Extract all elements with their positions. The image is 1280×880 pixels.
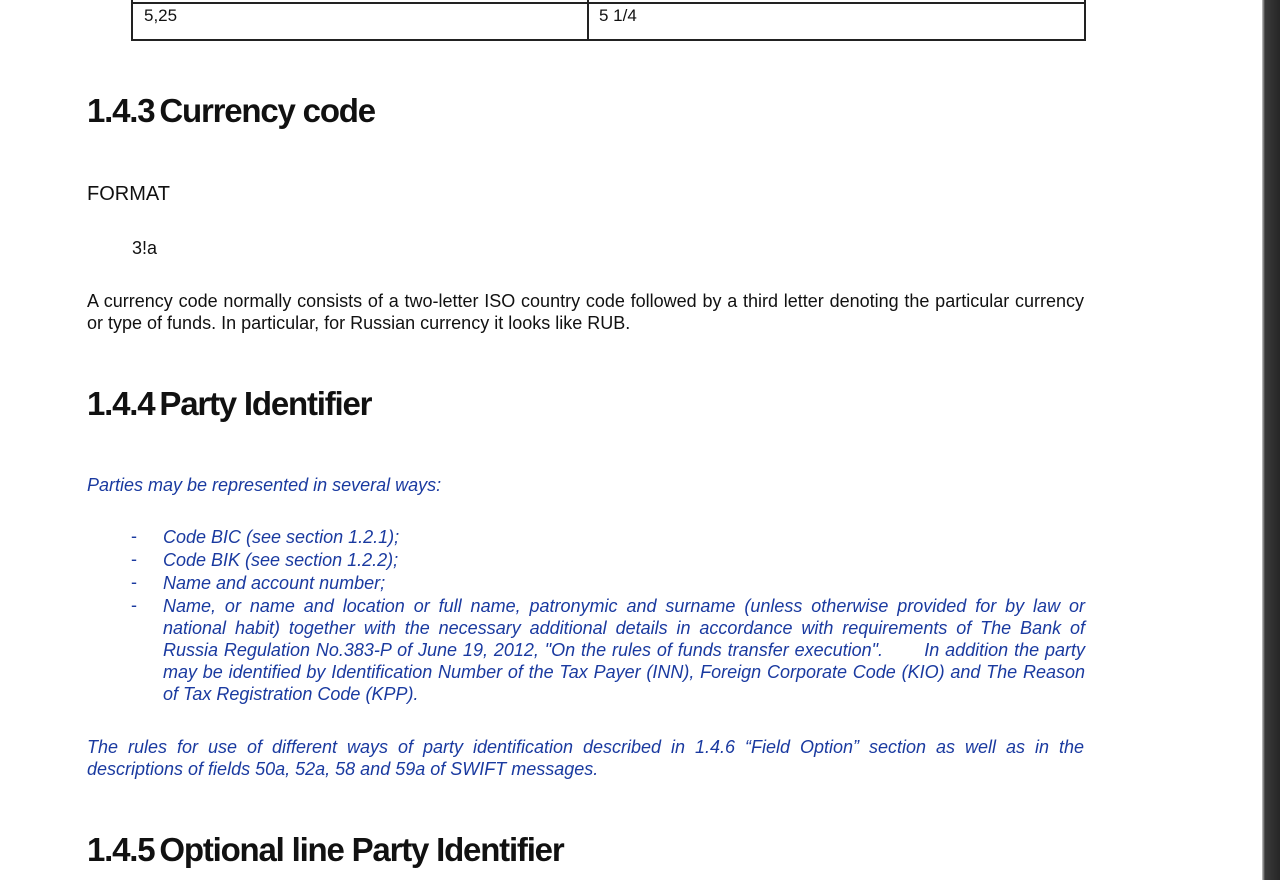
table-cell-fraction: 5 1/4 [599, 6, 637, 25]
list-bullet: - [131, 526, 137, 546]
section-heading-party-identifier [87, 385, 371, 423]
party-rules-paragraph: The rules for use of different ways of party identification described in 1.4.6 “Field Option” section as well as in the descriptions of fields 50a, 52a, 58 and 59a of SWIFT messages. [87, 737, 1084, 779]
format-table [131, 0, 1086, 41]
list-item-text: Code BIK (see section 1.2.2); [163, 550, 399, 570]
viewer-side-shadow [1262, 0, 1280, 880]
section-title: Currency code [159, 92, 375, 129]
section-title: Optional line Party Identifier [159, 831, 564, 868]
table-cell-decimal: 5,25 [144, 6, 178, 25]
currency-description: A currency code normally consists of a two-letter ISO country code followed by a third letter denoting the particular currency or type of funds. In particular, for Russian currency it looks like RUB. [87, 291, 1084, 333]
section-number: 1.4.4 [87, 385, 155, 422]
table-column-divider [587, 0, 589, 39]
list-bullet: - [131, 572, 137, 592]
section-number: 1.4.5 [87, 831, 155, 868]
format-value: 3!a [132, 238, 158, 258]
list-item-text: Code BIC (see section 1.2.1); [163, 527, 400, 547]
section-number: 1.4.3 [87, 92, 155, 129]
list-item-text: Name, or name and location or full name, patronymic and surname (unless otherwise provided for by law or national habit) together with the necessary additional details in accordance with requirements of The Bank of Russia Regulation No.383-P of June 19, 2012, "On the rules of funds transfer execution". In addition the party may be identified by Identification Number of the Tax Payer (INN), Foreign Corporate Code (KIO) and The Reason of Tax Registration Code (KPP). [163, 596, 1091, 704]
list-item-text: Name and account number; [163, 573, 386, 593]
table-top-rule [133, 2, 1084, 4]
list-bullet: - [131, 549, 137, 569]
section-title: Party Identifier [159, 385, 372, 422]
list-bullet: - [131, 595, 137, 615]
section-heading-optional-line-party-identifier [87, 831, 563, 869]
format-label: FORMAT [87, 183, 170, 205]
party-intro: Parties may be represented in several ways: [87, 475, 442, 495]
section-heading-currency-code [87, 92, 375, 130]
